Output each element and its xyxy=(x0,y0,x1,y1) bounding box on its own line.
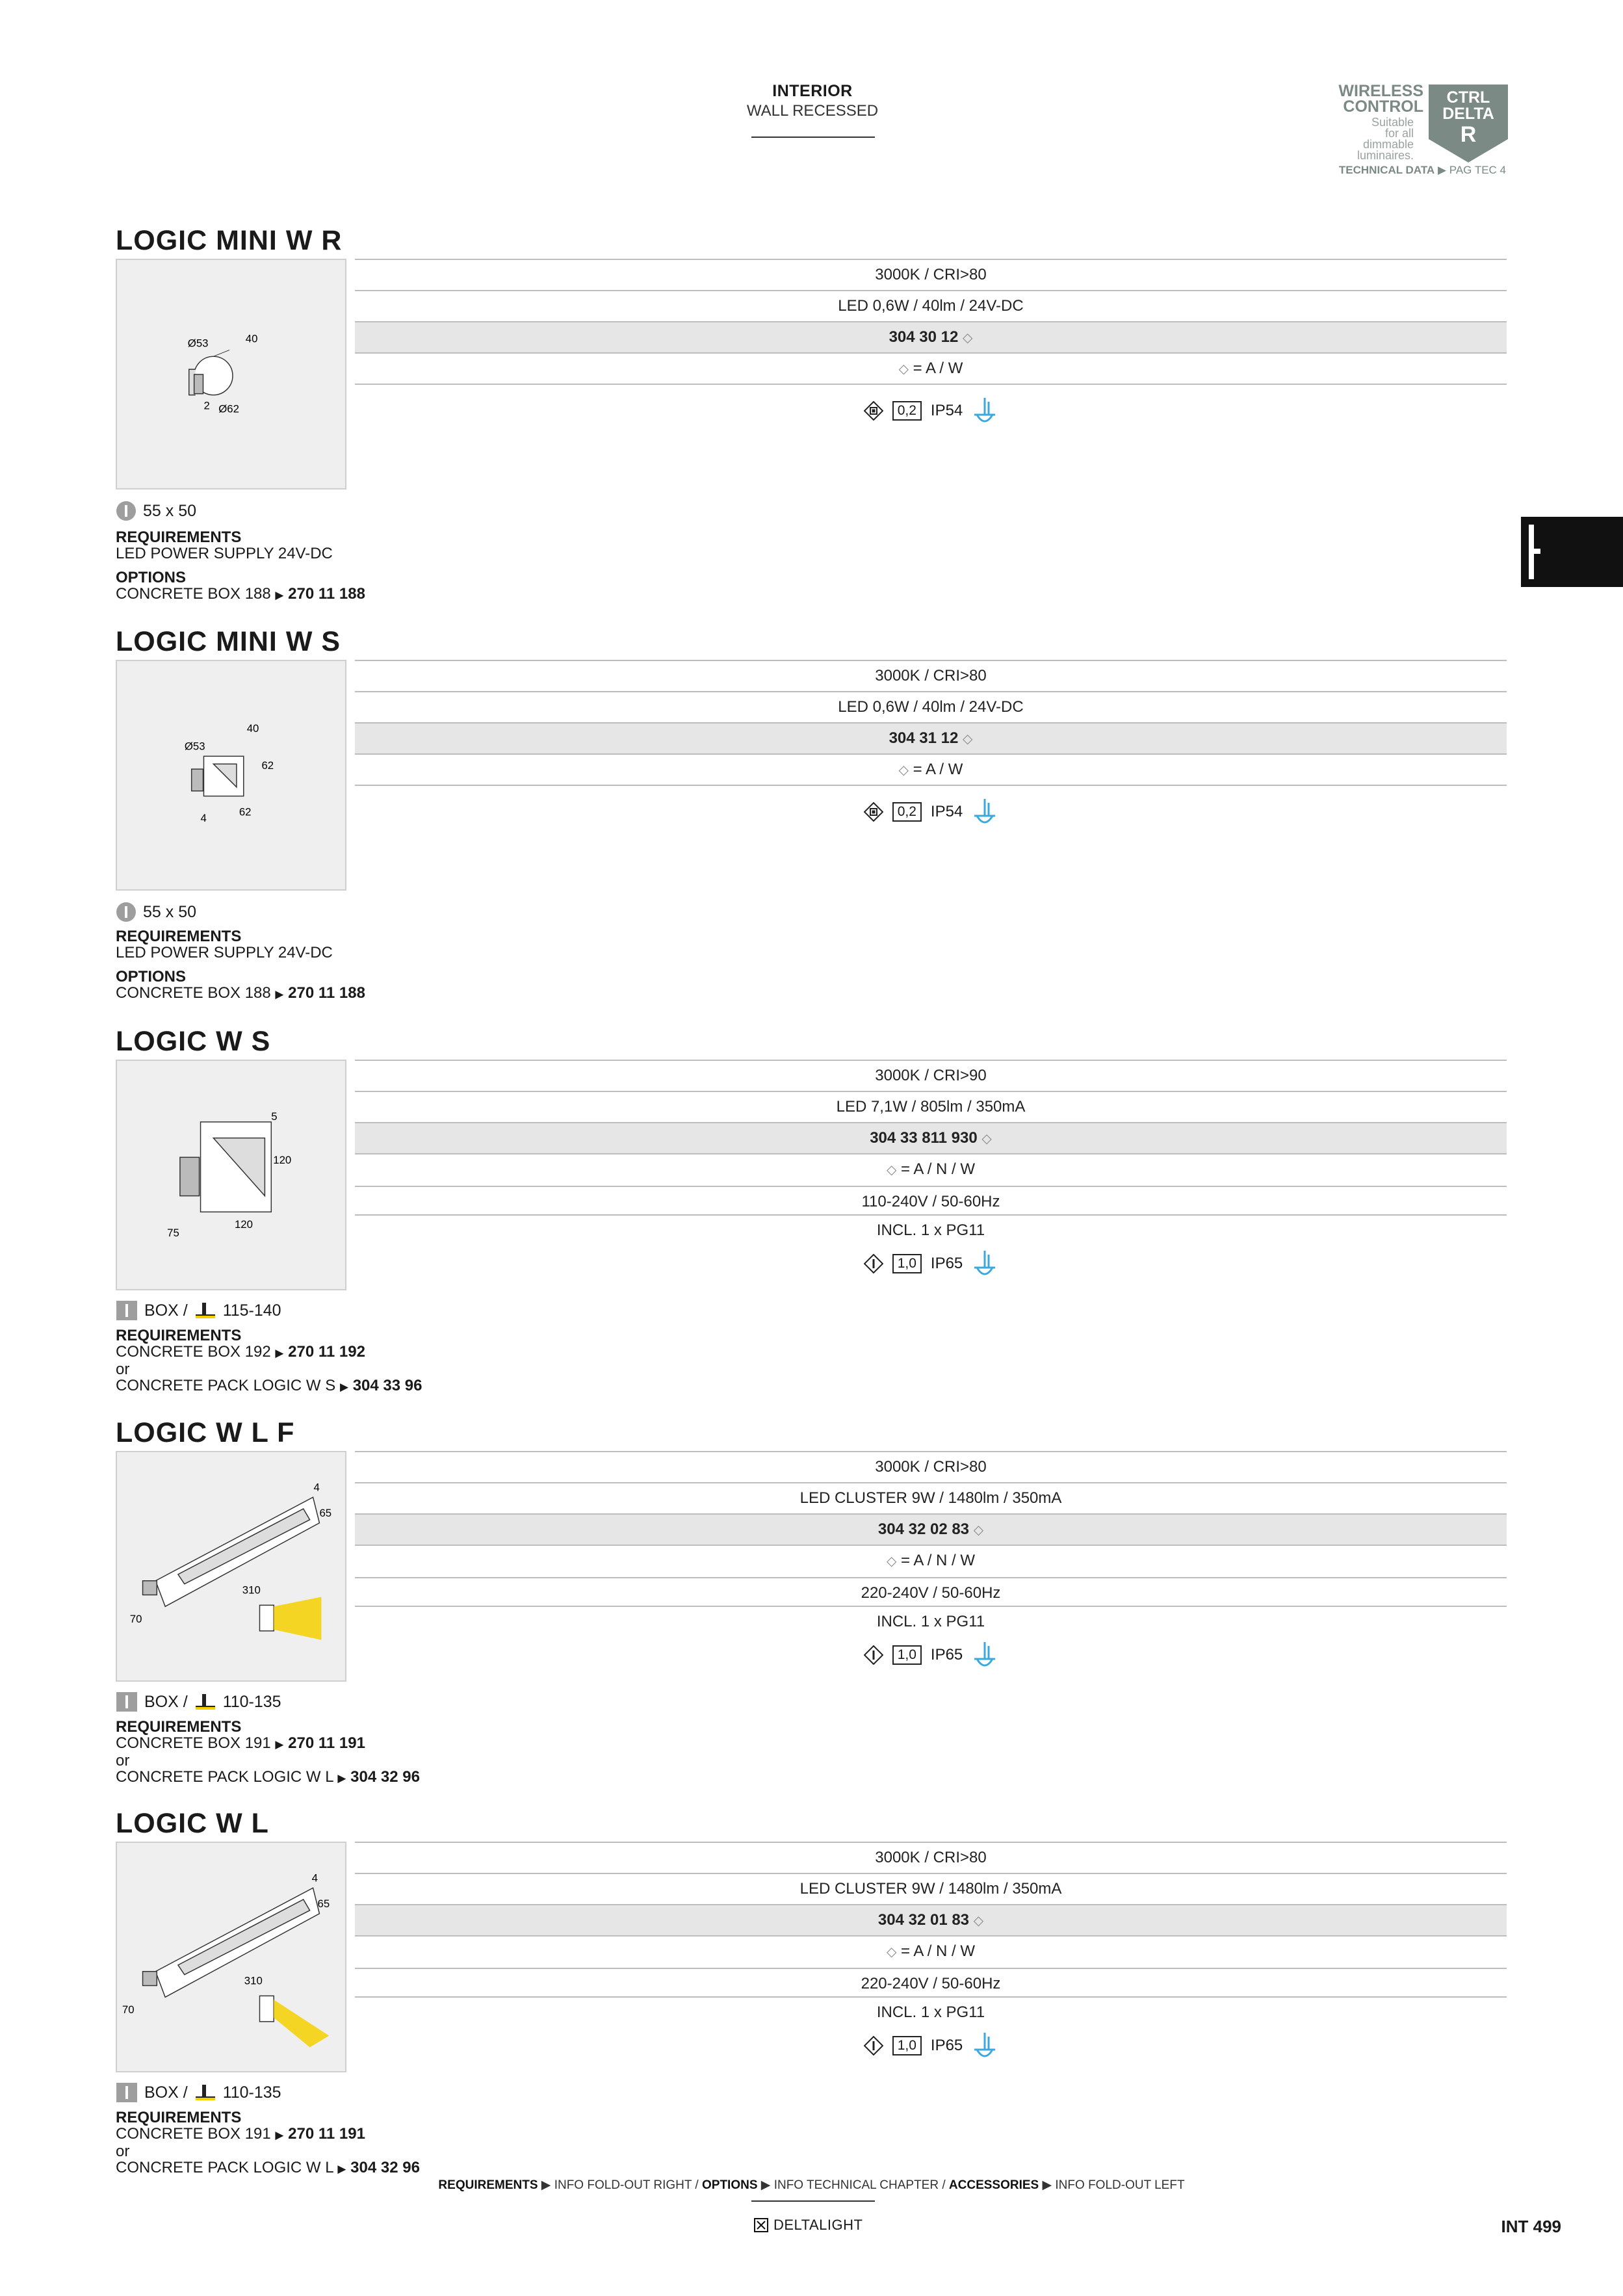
requirement-text: CONCRETE PACK LOGIC W L xyxy=(116,2159,333,2176)
box-icon xyxy=(116,1300,138,1321)
cutout-info-icon xyxy=(116,501,136,521)
chapter-tab-mark-notch xyxy=(1534,549,1540,554)
water-splash-icon xyxy=(972,1641,998,1669)
arrow-right-icon: ▶ xyxy=(275,988,284,1000)
box-icon xyxy=(116,1691,138,1712)
class-iii-icon xyxy=(864,802,883,822)
requirement-text: CONCRETE BOX 192 xyxy=(116,1343,271,1361)
wall-depth-icon xyxy=(194,2082,216,2103)
requirement-ref: 304 33 96 xyxy=(352,1377,422,1394)
impact-rating: 1,0 xyxy=(892,2036,922,2055)
product-title: LOGIC MINI W R xyxy=(116,225,343,256)
arrow-right-icon: ▶ xyxy=(541,2178,551,2192)
class-i-icon xyxy=(864,2036,883,2055)
arrow-right-icon: ▶ xyxy=(275,1347,284,1359)
drawing-label: 4 xyxy=(311,1872,318,1885)
variants-text: = A / N / W xyxy=(901,1942,976,1960)
cutout-dimension xyxy=(116,501,196,521)
product-code-row xyxy=(355,1122,1507,1153)
spec-gland: INCL. 1 x PG11 xyxy=(355,1606,1507,1637)
requirements-label: REQUIREMENTS xyxy=(116,2109,242,2126)
diamond-icon: ◇ xyxy=(981,1132,992,1146)
ratings-row xyxy=(355,2026,1507,2065)
ratings-row xyxy=(355,391,1507,430)
arrow-right-icon: ▶ xyxy=(1042,2178,1052,2192)
drawing-label: 70 xyxy=(129,1613,142,1626)
arrow-right-icon: ▶ xyxy=(760,2178,771,2192)
water-splash-icon xyxy=(972,1249,998,1278)
light-beam xyxy=(274,2000,329,2047)
impact-rating: 0,2 xyxy=(892,802,922,822)
wireless-control-label xyxy=(1338,83,1423,114)
box-prefix: BOX / xyxy=(144,2083,188,2102)
page-number: INT 499 xyxy=(1501,2217,1561,2236)
wireless-line2: CONTROL xyxy=(1343,98,1423,116)
ip-rating: IP65 xyxy=(930,1646,963,1663)
wireless-note-line3: dimmable xyxy=(1362,138,1414,151)
requirements-label: REQUIREMENTS xyxy=(116,528,242,546)
variants-text: = A / W xyxy=(913,761,963,778)
variants-text: = A / W xyxy=(913,359,963,377)
requirement-text: CONCRETE PACK LOGIC W S xyxy=(116,1377,336,1394)
requirement-text: CONCRETE BOX 191 xyxy=(116,2125,271,2143)
drawing-label: 65 xyxy=(319,1506,332,1519)
requirements xyxy=(116,1719,420,1786)
variants-row xyxy=(355,1545,1507,1576)
spec-color-temp: 3000K / CRI>80 xyxy=(355,259,1507,290)
requirement-ref: 270 11 191 xyxy=(288,1734,365,1752)
variants-row xyxy=(355,1153,1507,1184)
requirements xyxy=(116,928,333,961)
diamond-icon: ◇ xyxy=(898,362,909,376)
requirements xyxy=(116,2109,420,2177)
drawing-label: 310 xyxy=(244,1974,263,1987)
ctrl-line2: DELTA xyxy=(1442,105,1494,123)
spec-voltage: 110-240V / 50-60Hz xyxy=(355,1186,1507,1217)
requirement-ref: 304 32 96 xyxy=(350,1768,420,1786)
deltalight-logo-icon xyxy=(754,2218,768,2232)
spec-led: LED 7,1W / 805lm / 350mA xyxy=(355,1091,1507,1122)
drawing-label: 120 xyxy=(234,1218,253,1231)
product-code: 304 32 01 83 xyxy=(877,1911,970,1929)
drawing-label: 65 xyxy=(317,1897,330,1910)
requirements-label: REQUIREMENTS xyxy=(116,928,242,945)
wireless-note-line2: for all xyxy=(1384,127,1414,140)
requirement-or: or xyxy=(116,2143,130,2160)
options xyxy=(116,569,365,603)
drawing-label: 40 xyxy=(245,332,258,345)
product-drawing xyxy=(116,660,346,891)
chapter-tab xyxy=(1521,517,1623,587)
cutout-info-icon xyxy=(116,902,136,922)
product-code: 304 32 02 83 xyxy=(877,1520,970,1538)
diamond-icon: ◇ xyxy=(886,1945,897,1959)
box-dimension xyxy=(116,1300,281,1321)
requirement-line[interactable] xyxy=(116,1735,420,1753)
diamond-icon: ◇ xyxy=(886,1163,897,1177)
product-drawing xyxy=(116,259,346,489)
requirement-ref: 270 11 192 xyxy=(288,1343,365,1361)
cutout-value: 55 x 50 xyxy=(143,501,197,520)
requirements-label: REQUIREMENTS xyxy=(116,1718,242,1736)
product-drawing xyxy=(116,1842,346,2072)
product-title: LOGIC W L xyxy=(116,1808,269,1839)
spec-color-temp: 3000K / CRI>80 xyxy=(355,1842,1507,1873)
water-splash-icon xyxy=(972,2031,998,2060)
requirement-line[interactable] xyxy=(116,1344,422,1361)
wall-depth-icon xyxy=(194,1300,216,1321)
box-icon xyxy=(116,2082,138,2103)
impact-rating: 1,0 xyxy=(892,1254,922,1273)
variants-row xyxy=(355,753,1507,785)
product-title: LOGIC W S xyxy=(116,1026,271,1057)
drawing-label: Ø53 xyxy=(187,337,209,350)
class-i-icon xyxy=(864,1254,883,1273)
requirement-or: or xyxy=(116,1752,130,1769)
impact-rating: 1,0 xyxy=(892,1645,922,1665)
spec-led: LED 0,6W / 40lm / 24V-DC xyxy=(355,691,1507,722)
drawing-label: 310 xyxy=(242,1584,261,1597)
requirements xyxy=(116,1327,422,1395)
product-title: LOGIC MINI W S xyxy=(116,626,341,657)
drawing-label: 40 xyxy=(246,722,259,735)
drawing-label: 2 xyxy=(203,399,210,412)
drawing-label: 75 xyxy=(167,1226,179,1239)
options xyxy=(116,969,365,1002)
product-drawing xyxy=(116,1060,346,1290)
arrow-right-icon: ▶ xyxy=(339,1381,349,1393)
spec-led: LED CLUSTER 9W / 1480lm / 350mA xyxy=(355,1873,1507,1904)
wireless-note-line1: Suitable xyxy=(1371,116,1414,129)
ip-rating: IP54 xyxy=(930,402,963,419)
technical-data-link[interactable] xyxy=(1339,164,1506,177)
drawing-label: 4 xyxy=(313,1481,320,1494)
chapter-tab-mark xyxy=(1529,525,1534,579)
requirement-ref: 270 11 191 xyxy=(288,2125,365,2143)
legend-requirements-info: INFO FOLD-OUT RIGHT / xyxy=(554,2178,699,2192)
diamond-icon: ◇ xyxy=(973,1523,984,1537)
requirement-text: CONCRETE PACK LOGIC W L xyxy=(116,1768,333,1786)
option-line[interactable] xyxy=(116,586,365,603)
variants-text: = A / N / W xyxy=(901,1160,976,1178)
class-i-icon xyxy=(864,1645,883,1665)
ratings-row xyxy=(355,792,1507,831)
ip-rating: IP54 xyxy=(930,803,963,820)
product-code: 304 30 12 xyxy=(889,328,959,346)
box-prefix: BOX / xyxy=(144,1301,188,1320)
product-code: 304 33 811 930 xyxy=(870,1129,978,1147)
options-label: OPTIONS xyxy=(116,968,187,985)
option-text: CONCRETE BOX 188 xyxy=(116,585,271,603)
arrow-right-icon: ▶ xyxy=(275,589,284,601)
brand-logo xyxy=(754,2217,863,2234)
diamond-icon: ◇ xyxy=(886,1554,897,1569)
option-ref: 270 11 188 xyxy=(288,984,365,1002)
product-code-row xyxy=(355,722,1507,753)
requirement-ref: 304 32 96 xyxy=(350,2159,420,2176)
drawing-label: 62 xyxy=(239,805,252,818)
subcategory-title: WALL RECESSED xyxy=(746,102,879,120)
product-code-row xyxy=(355,1513,1507,1545)
requirement-line[interactable] xyxy=(116,1377,422,1395)
diamond-icon: ◇ xyxy=(973,1914,984,1928)
water-splash-icon xyxy=(972,397,998,425)
variants-text: = A / N / W xyxy=(901,1552,976,1569)
arrow-right-icon: ▶ xyxy=(337,1772,346,1784)
drawing-label: 62 xyxy=(261,759,274,772)
spec-voltage: 220-240V / 50-60Hz xyxy=(355,1968,1507,1999)
tech-data-label: TECHNICAL DATA xyxy=(1338,164,1435,176)
spec-color-temp: 3000K / CRI>80 xyxy=(355,1451,1507,1482)
requirement-line: LED POWER SUPPLY 24V-DC xyxy=(116,545,333,562)
ctrl-line1: CTRL xyxy=(1446,88,1490,107)
wireless-note-line4: luminaires. xyxy=(1357,149,1414,162)
tech-data-ref: PAG TEC 4 xyxy=(1449,164,1506,176)
arrow-right-icon: ▶ xyxy=(275,1738,284,1751)
legend-options-info: INFO TECHNICAL CHAPTER / xyxy=(773,2178,946,2192)
cutout-value: 55 x 50 xyxy=(143,902,197,921)
spec-divider xyxy=(355,384,1507,385)
product-drawing xyxy=(116,1451,346,1682)
box-depth-value: 115-140 xyxy=(222,1301,281,1320)
ctrl-delta-badge xyxy=(1429,85,1508,163)
class-iii-icon xyxy=(864,401,883,421)
drawing-label: 70 xyxy=(122,2003,135,2016)
legend-options: OPTIONS xyxy=(702,2178,758,2192)
arrow-right-icon: ▶ xyxy=(275,2129,284,2141)
option-ref: 270 11 188 xyxy=(288,585,365,603)
product-code-row xyxy=(355,1904,1507,1935)
drawing-label: Ø62 xyxy=(218,402,239,415)
legend-requirements: REQUIREMENTS xyxy=(438,2178,538,2192)
requirement-line[interactable] xyxy=(116,1769,420,1786)
wireless-line1: WIRELESS xyxy=(1338,82,1423,100)
requirements-label: REQUIREMENTS xyxy=(116,1327,242,1344)
brand-name: DELTALIGHT xyxy=(773,2217,863,2233)
requirement-or: or xyxy=(116,1361,130,1378)
ratings-row xyxy=(355,1244,1507,1283)
header-divider xyxy=(751,137,875,138)
options-label: OPTIONS xyxy=(116,569,187,586)
requirement-line[interactable] xyxy=(116,2126,420,2143)
box-depth-value: 110-135 xyxy=(222,1692,281,1711)
product-code-row xyxy=(355,321,1507,352)
arrow-right-icon: ▶ xyxy=(1437,164,1447,176)
box-depth-value: 110-135 xyxy=(222,2083,281,2102)
drawing-label: 120 xyxy=(273,1154,292,1167)
drawing-label: Ø53 xyxy=(184,740,205,753)
wall-depth-icon xyxy=(194,1691,216,1712)
option-line[interactable] xyxy=(116,985,365,1002)
requirement-line[interactable] xyxy=(116,2159,420,2177)
requirements xyxy=(116,529,333,562)
drawing-label: 5 xyxy=(271,1110,278,1123)
box-dimension xyxy=(116,1691,281,1712)
ctrl-letter: R xyxy=(1460,122,1477,147)
water-splash-icon xyxy=(972,798,998,826)
variants-row xyxy=(355,1935,1507,1966)
diamond-icon: ◇ xyxy=(963,331,973,345)
impact-rating: 0,2 xyxy=(892,401,922,421)
spec-gland: INCL. 1 x PG11 xyxy=(355,1996,1507,2028)
category-title: INTERIOR xyxy=(772,82,853,100)
drawing-label: 4 xyxy=(200,812,207,825)
product-code: 304 31 12 xyxy=(889,729,959,747)
footer-legend xyxy=(0,2178,1623,2193)
spec-color-temp: 3000K / CRI>80 xyxy=(355,660,1507,691)
spec-voltage: 220-240V / 50-60Hz xyxy=(355,1577,1507,1608)
box-prefix: BOX / xyxy=(144,1692,188,1711)
spec-divider xyxy=(355,785,1507,786)
arrow-right-icon: ▶ xyxy=(337,2163,346,2175)
option-text: CONCRETE BOX 188 xyxy=(116,984,271,1002)
box-dimension xyxy=(116,2082,281,2103)
spec-color-temp: 3000K / CRI>90 xyxy=(355,1060,1507,1091)
product-title: LOGIC W L F xyxy=(116,1417,295,1448)
requirement-text: CONCRETE BOX 191 xyxy=(116,1734,271,1752)
legend-accessories-info: INFO FOLD-OUT LEFT xyxy=(1055,2178,1185,2192)
light-beam xyxy=(274,1597,321,1639)
diamond-icon: ◇ xyxy=(898,763,909,777)
ip-rating: IP65 xyxy=(930,2037,963,2054)
variants-row xyxy=(355,352,1507,384)
requirement-line: LED POWER SUPPLY 24V-DC xyxy=(116,944,333,961)
spec-led: LED 0,6W / 40lm / 24V-DC xyxy=(355,290,1507,321)
ratings-row xyxy=(355,1636,1507,1675)
legend-accessories: ACCESSORIES xyxy=(948,2178,1039,2192)
cutout-dimension xyxy=(116,902,196,922)
spec-gland: INCL. 1 x PG11 xyxy=(355,1214,1507,1246)
diamond-icon: ◇ xyxy=(963,732,973,746)
footer-divider xyxy=(751,2200,875,2202)
spec-led: LED CLUSTER 9W / 1480lm / 350mA xyxy=(355,1482,1507,1513)
wireless-note xyxy=(1357,117,1414,161)
ip-rating: IP65 xyxy=(930,1255,963,1272)
